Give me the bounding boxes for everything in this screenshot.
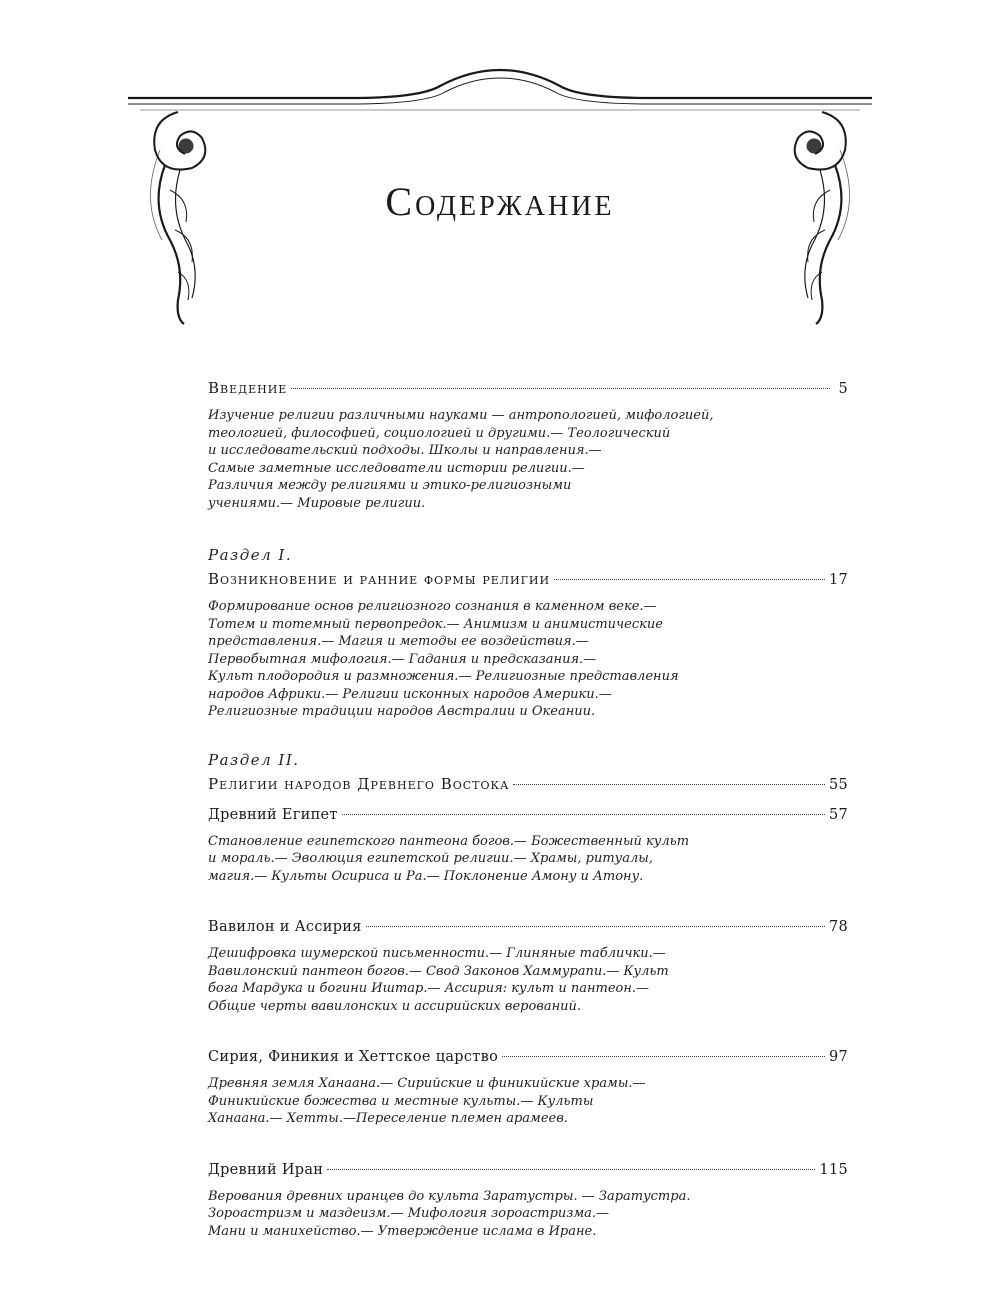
toc-entry-title: Древний Иран — [208, 1161, 324, 1178]
toc-entry-description: Дешифровка шумерской письменности.— Глиняные таблички.— Вавилонский пантеон богов.— Свод Законов Хаммурапи.— Культ бога Мардука и богини Иштар.— Ассирия: культ и пантеон.— Общие черты вавилонских и ассирийских верований. — [208, 946, 669, 1014]
leader-dots — [291, 388, 830, 389]
toc-entry-title: Древний Египет — [208, 806, 338, 823]
toc-entry-title: Сирия, Финикия и Хеттское царство — [208, 1049, 499, 1065]
toc-entry-description: Формирование основ религиозного сознания в каменном веке.— Тотем и тотемный первопредок.— Анимизм и анимистические представления.— Магия и методы ее воздействия.— Первобытная мифология.— Гадания и предсказания.— Культ плодородия и размножения.— Религиозные представления народов Африки.— Религии исконных народов Америки.— Религиозные традиции народов Австралии и Океании. — [208, 599, 679, 719]
toc-line[interactable] — [208, 378, 848, 399]
page-number: 55 — [828, 776, 848, 793]
toc-entry-title: Введение — [208, 379, 288, 397]
toc-entry-title: Возникновение и ранние формы религии — [208, 570, 551, 588]
toc-entry-intro — [208, 378, 848, 512]
leader-dots — [342, 814, 825, 815]
page-title: Содержание — [385, 179, 615, 224]
toc-entry-syria — [208, 1047, 848, 1128]
section-label: Раздел II. — [208, 750, 300, 769]
toc-entry-babylon — [208, 917, 848, 1015]
toc-line[interactable] — [208, 569, 848, 590]
toc-line[interactable] — [208, 805, 848, 825]
leader-dots — [513, 784, 825, 785]
page-number: 78 — [828, 919, 848, 935]
page-number: 97 — [828, 1049, 848, 1065]
toc-entry-description: Древняя земля Ханаана.— Сирийские и финикийские храмы.— Финикийские божества и местные культы.— Культы Ханаана.— Хетты.—Переселение племен арамеев. — [208, 1076, 646, 1126]
toc-line[interactable] — [208, 774, 848, 795]
toc-entry-iran — [208, 1160, 848, 1241]
page-number: 57 — [828, 806, 848, 823]
toc-entry-section-1 — [208, 546, 848, 721]
toc-entry-description: Изучение религии различными науками — антропологией, мифологией, теологией, философией, социологией и другими.— Теологический и исследовательский подходы. Школы и направления.— Самые заметные исследователи истории религии.— Различия между религиями и этико-религиозными учениями.— Мировые религии. — [208, 408, 714, 511]
toc-entry-title: Вавилон и Ассирия — [208, 919, 362, 935]
toc-line[interactable] — [208, 1047, 848, 1067]
toc-line[interactable] — [208, 1160, 848, 1180]
toc-entry-egypt — [208, 805, 848, 886]
ornamental-frame — [0, 0, 1000, 340]
toc-entry-description: Становление египетского пантеона богов.— Божественный культ и мораль.— Эволюция египетской религии.— Храмы, ритуалы, магия.— Культы Осириса и Ра.— Поклонение Амону и Атону. — [208, 833, 690, 884]
page-number: 5 — [838, 381, 848, 397]
leader-dots — [554, 579, 825, 580]
toc-entry-description: Верования древних иранцев до культа Заратустры. — Заратустра. Зороастризм и маздеизм.— Мифология зороастризма.— Мани и манихейство.— Утверждение ислама в Иране. — [208, 1188, 691, 1239]
page-number: 115 — [819, 1161, 848, 1178]
leader-dots — [502, 1056, 825, 1057]
page-number: 17 — [828, 572, 848, 588]
table-of-contents — [208, 378, 848, 1240]
toc-entry-title: Религии народов Древнего Востока — [208, 774, 510, 793]
leader-dots — [327, 1169, 815, 1170]
toc-line[interactable] — [208, 917, 848, 937]
leader-dots — [366, 926, 825, 927]
toc-entry-section-2 — [208, 751, 848, 795]
section-label: Раздел I. — [208, 546, 293, 564]
